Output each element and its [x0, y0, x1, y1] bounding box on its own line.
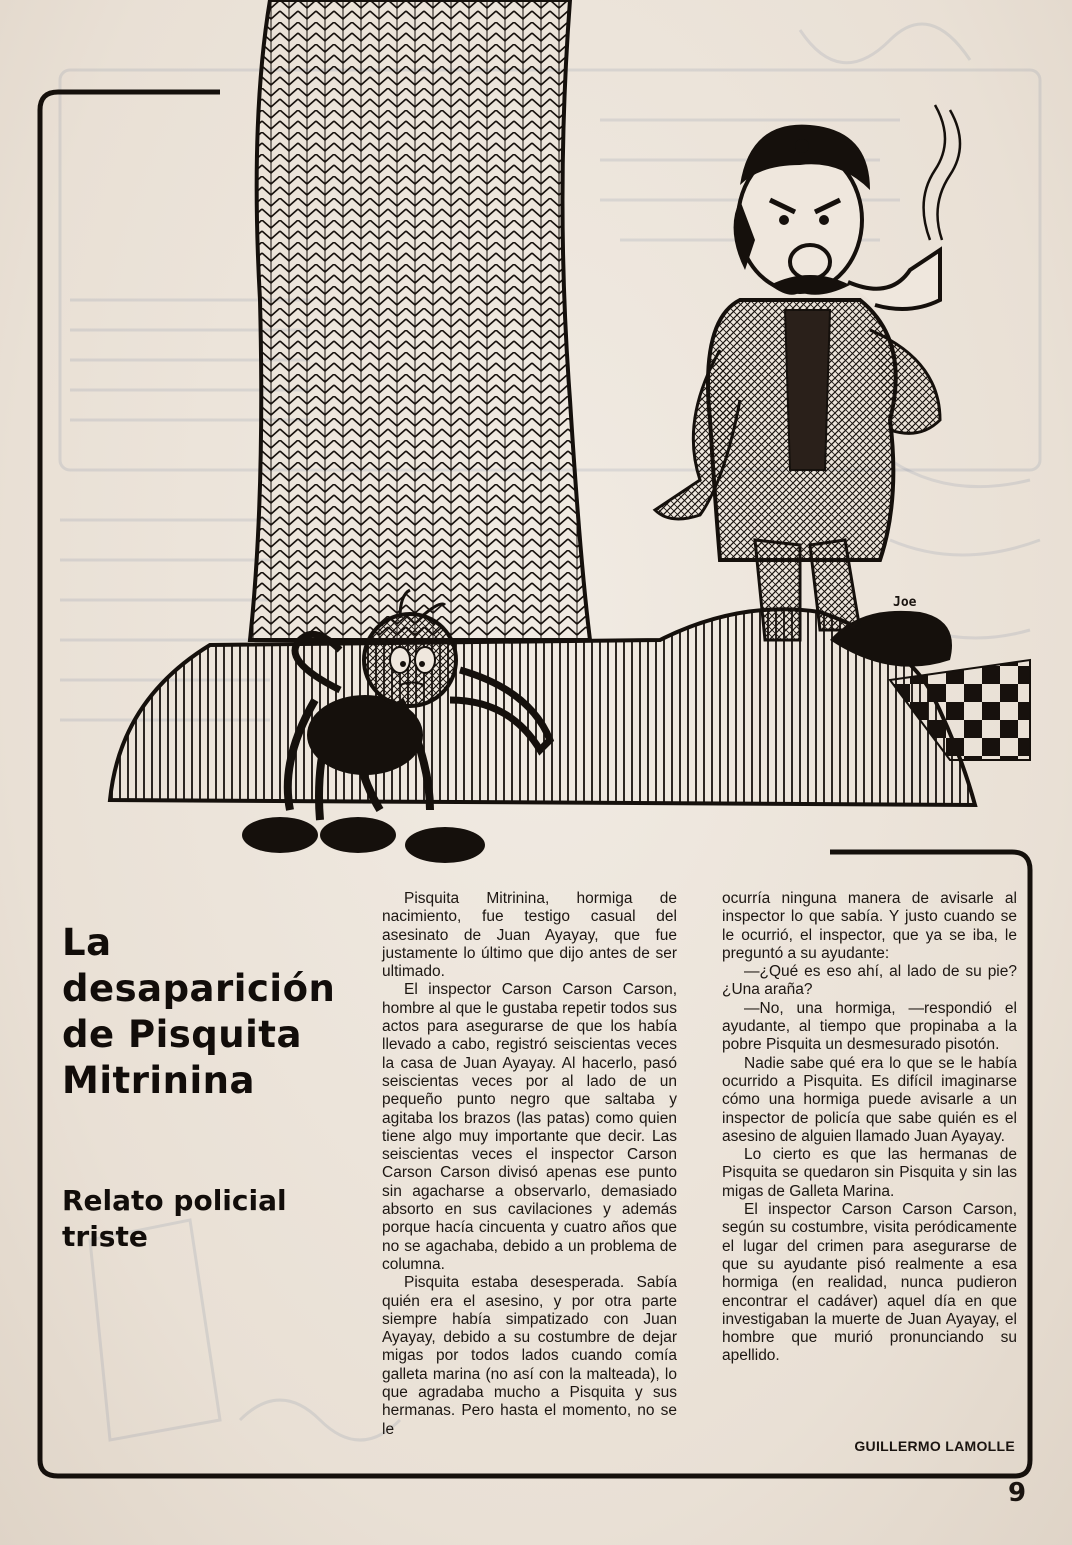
headline-line: desaparición — [62, 966, 336, 1010]
article-subheadline — [62, 1183, 362, 1255]
article-headline — [62, 920, 372, 1104]
headline-line: La — [62, 920, 112, 964]
tree-trunk — [250, 0, 590, 640]
headline-line: de Pisquita — [62, 1012, 302, 1056]
paragraph: —¿Qué es eso ahí, al lado de su pie? ¿Una araña? — [722, 963, 1017, 999]
paragraph: —No, una hormiga, —respondió el ayudante, al tiempo que propinaba a la pobre Pisquita un desmesurado pisotón. — [722, 999, 1017, 1054]
artist-signature: Joe — [893, 595, 917, 610]
subheadline-line: Relato policial — [62, 1184, 287, 1218]
author-signature: GUILLERMO LAMOLLE — [854, 1438, 1015, 1454]
paragraph: ocurría ninguna manera de avisarle al inspector lo que sabía. Y justo cuando se le ocurrió, el inspector, que ya se iba, le preguntó a su ayudante: — [722, 890, 1017, 962]
inspector-figure — [655, 105, 960, 640]
cartoon-illustration — [100, 0, 1040, 870]
paragraph: Pisquita estaba desesperada. Sabía quién era el asesino, y por otra parte siempre había simpatizado con Juan Ayayay, debido a su costumbre de dejar migas por todos lados cuando comía galleta marina (no así con la malteada), lo que agradaba mucho a Pisquita y sus hermanas. Pero hasta el momento, no se le — [382, 1274, 677, 1438]
paragraph: Pisquita Mitrinina, hormiga de nacimiento, fue testigo casual del asesinato de Juan Ayayay, que fue justamente lo último que dijo antes de ser ultimado. — [382, 890, 677, 981]
paragraph: El inspector Carson Carson Carson, según su costumbre, visita peródicamente el lugar del crimen para asegurarse de que su ayudante pisó realmente a esa hormiga (en realidad, nunca pudieron encontrar el cadáver) aquel día en que investigaban la muerte de Juan Ayayay, el hombre que murió pronunciando su apellido. — [722, 1201, 1017, 1365]
article-column-left — [382, 890, 677, 1439]
paragraph: Lo cierto es que las hermanas de Pisquita se quedaron sin Pisquita y sin las migas de Galleta Marina. — [722, 1146, 1017, 1200]
page-number: 9 — [1008, 1478, 1027, 1508]
headline-line: Mitrinina — [62, 1058, 255, 1102]
article-column-right — [722, 890, 1017, 1366]
paragraph: El inspector Carson Carson Carson, hombre al que le gustaba repetir todos sus actos para asegurarse de que los había llevado a cabo, registró seiscientas veces la casa de Juan Ayayay. Al hacerlo, pasó seiscientas veces por al lado de un pequeño punto negro que saltaba y agitaba los brazos (las patas) como quien tiene algo muy importante que decir. Las seiscientas veces el inspector Carson Carson Carson divisó apenas ese punto sin agacharse a observarlo, demasiado absorto en sus cavilaciones y además porque hacía cincuenta y cuatro años que no se agachaba, debido a un problema de columna. — [382, 981, 677, 1273]
subheadline-line: triste — [62, 1220, 148, 1254]
paragraph: Nadie sabe qué era lo que se le había ocurrido a Pisquita. Es difícil imaginarse cómo una hormiga puede avisarle a un inspector de policía que sabe quién es el asesino de alguien llamado Juan Ayayay. — [722, 1054, 1017, 1145]
